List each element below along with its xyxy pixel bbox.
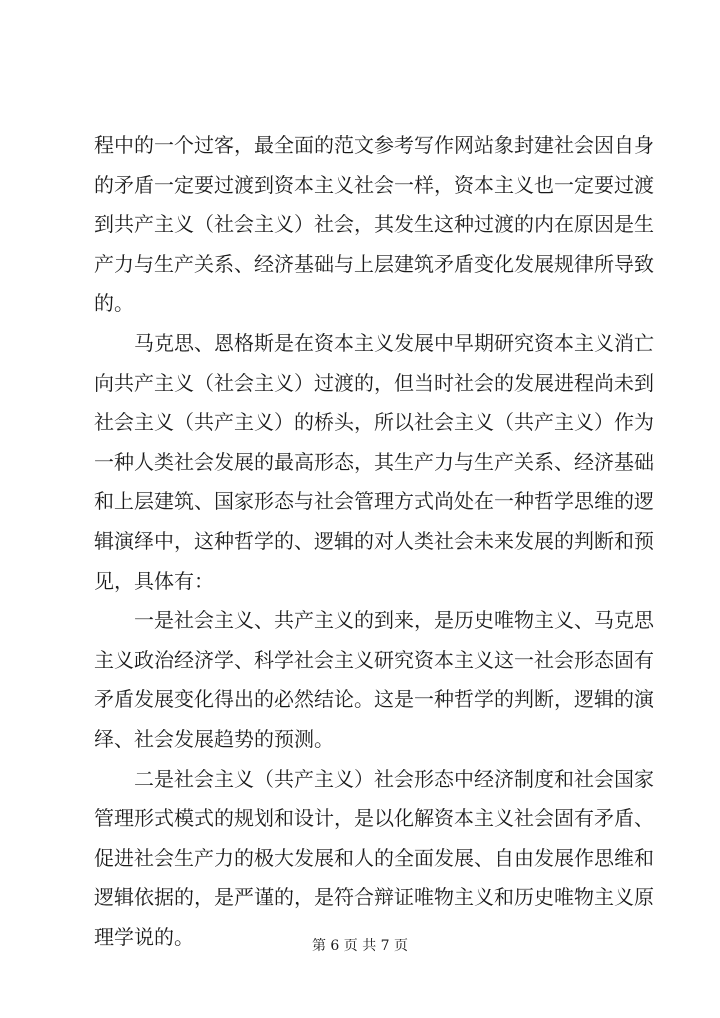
text-line: 见，具体有： — [94, 568, 214, 593]
paragraph-first-line: 马克思、恩格斯是在资本主义发展中早期研究资本主义消亡 — [134, 330, 654, 355]
text-line: 的矛盾一定要过渡到资本主义社会一样，资本主义也一定要过渡 — [94, 172, 654, 197]
text-line: 促进社会生产力的极大发展和人的全面发展、自由发展作思维和 — [94, 845, 654, 870]
text-line: 到共产主义（社会主义）社会，其发生这种过渡的内在原因是生 — [94, 212, 654, 237]
text-line: 程中的一个过客，最全面的范文参考写作网站象封建社会因自身 — [94, 133, 654, 157]
paragraph-first-line: 二是社会主义（共产主义）社会形态中经济制度和社会国家 — [134, 766, 654, 791]
text-line: 绎、社会发展趋势的预测。 — [94, 726, 334, 751]
text-line: 理学说的。 — [94, 924, 194, 949]
text-line: 逻辑依据的，是严谨的，是符合辩证唯物主义和历史唯物主义原 — [94, 885, 654, 910]
text-line: 的。 — [94, 291, 134, 316]
text-line: 辑演绎中，这种哲学的、逻辑的对人类社会未来发展的判断和预 — [94, 528, 654, 553]
text-line: 矛盾发展变化得出的必然结论。这是一种哲学的判断，逻辑的演 — [94, 687, 654, 712]
text-line: 管理形式模式的规划和设计，是以化解资本主义社会固有矛盾、 — [94, 806, 654, 831]
text-line: 主义政治经济学、科学社会主义研究资本主义这一社会形态固有 — [94, 647, 654, 672]
text-line: 一种人类社会发展的最高形态，其生产力与生产关系、经济基础 — [94, 449, 654, 474]
text-line: 和上层建筑、国家形态与社会管理方式尚处在一种哲学思维的逻 — [94, 489, 654, 514]
text-line: 产力与生产关系、经济基础与上层建筑矛盾变化发展规律所导致 — [94, 251, 654, 276]
text-line: 社会主义（共产主义）的桥头，所以社会主义（共产主义）作为 — [94, 410, 654, 435]
paragraph-first-line: 一是社会主义、共产主义的到来，是历史唯物主义、马克思 — [134, 608, 654, 633]
page-number-footer: 第 6 页 共 7 页 — [311, 938, 409, 954]
text-line: 向共产主义（社会主义）过渡的，但当时社会的发展进程尚未到 — [94, 370, 654, 395]
body-text — [94, 126, 654, 957]
